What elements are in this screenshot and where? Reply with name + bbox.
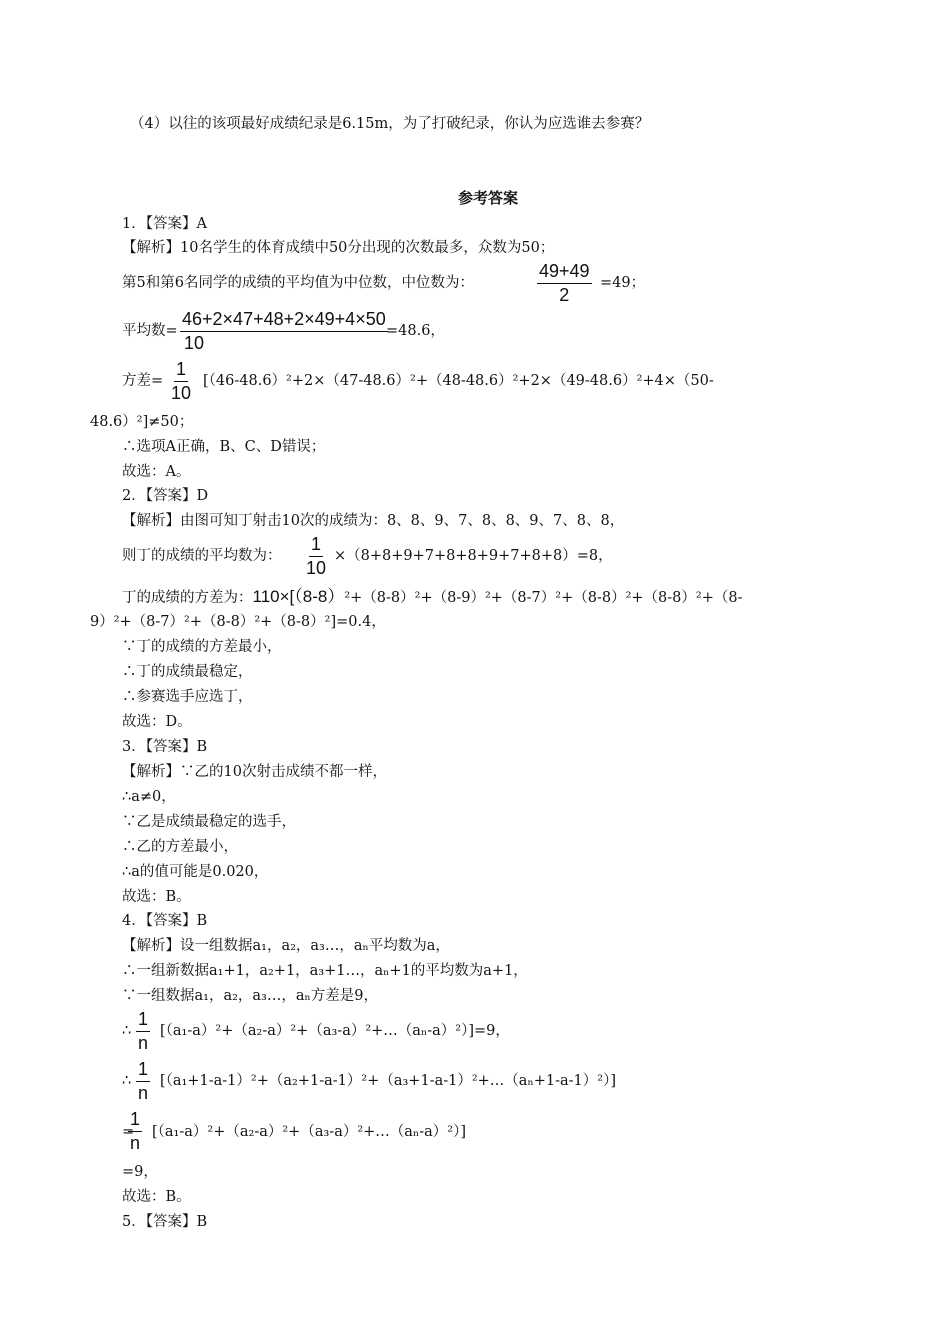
fraction-numerator: 1 [136,1010,150,1032]
fraction [136,1060,150,1103]
answer-4-line: ∴ [122,1073,132,1089]
section-title: 参考答案 [458,189,519,207]
answer-4-line: ∵一组数据a₁，a₂，a₃…，aₙ方差是9， [122,988,379,1004]
fraction-numerator: 1 [128,1110,142,1132]
fraction [537,262,592,305]
answer-1-line: 第5和第6名同学的成绩的平均值为中位数，中位数为： [122,275,474,291]
answer-1-line: 方差= [122,373,164,389]
answer-4-header: 4．【答案】B [122,913,208,929]
answer-4-line: 故选：B。 [122,1189,191,1205]
fraction-denominator: 2 [559,285,570,305]
fraction-numerator: 46+2×47+48+2×49+4×50 [180,310,388,332]
fraction [306,535,326,578]
answer-2-header: 2．【答案】D [122,488,209,504]
answer-1-line: =48.6， [386,323,445,339]
fraction-numerator: 1 [174,360,188,382]
answer-3-line: ∴乙的方差最小， [122,839,238,855]
answer-1-line: [（46-48.6）²+2×（47-48.6）²+（48-48.6）²+2×（49-48.6）²+4×（50- [203,373,714,389]
answer-2-formula: 110×[（8-8） [252,587,345,606]
answer-1-line: ∴选项A正确，B、C、D错误； [122,439,326,455]
answer-2-line: 9）²+（8-7）²+（8-8）²+（8-8）²]=0.4， [90,614,386,630]
answer-2-line [122,587,742,608]
fraction-numerator: 1 [309,535,323,557]
answer-1-line: =49； [600,275,646,291]
answer-1-line: 平均数= [122,323,178,339]
answer-3-line: ∴a的值可能是0.020， [122,864,269,880]
answer-2-line: ∴丁的成绩最稳定， [122,664,253,680]
answer-4-line: ∴ [122,1023,132,1039]
answer-5-header: 5．【答案】B [122,1214,208,1230]
answer-2-line: 则丁的成绩的平均数为： [122,548,282,564]
fraction [171,360,191,403]
fraction-numerator: 1 [136,1060,150,1082]
answer-3-line: 【解析】∵乙的10次射击成绩不都一样， [122,764,387,780]
answer-1-header: 1．【答案】A [122,216,207,232]
fraction [128,1110,142,1153]
fraction [180,310,388,353]
answer-4-line: [（a₁-a）²+（a₂-a）²+（a₃-a）²+…（aₙ-a）²）]=9， [160,1023,510,1039]
fraction-denominator: n [130,1133,141,1153]
fraction-denominator: n [138,1083,149,1103]
answer-4-line: ∴一组新数据a₁+1，a₂+1，a₃+1…，aₙ+1的平均数为a+1， [122,963,528,979]
question-4: （4）以往的该项最好成绩纪录是6.15m，为了打破纪录，你认为应选谁去参赛？ [130,116,650,132]
answer-4-line: = [122,1124,135,1140]
answer-2-line: 故选：D。 [122,714,192,730]
answer-4-line: [（a₁+1-a-1）²+（a₂+1-a-1）²+（a₃+1-a-1）²+…（aₙ+1-a-1）²）] [160,1073,616,1089]
fraction-denominator: 10 [184,333,205,353]
fraction-denominator: 10 [306,558,327,578]
fraction [136,1010,150,1053]
answer-2-line: ∴参赛选手应选丁， [122,689,253,705]
answer-2-line: ∵丁的成绩的方差最小， [122,639,282,655]
answer-2-text: ²+（8-8）²+（8-9）²+（8-7）²+（8-8）²+（8-8）²+（8- [344,590,743,606]
answer-1-line: 48.6）²]≠50； [90,414,194,430]
answer-3-line: ∵乙是成绩最稳定的选手， [122,814,296,830]
answer-2-line: 【解析】由图可知丁射击10次的成绩为：8、8、9、7、8、8、9、7、8、8， [122,513,625,529]
answer-2-line: ×（8+8+9+7+8+8+9+7+8+8）=8， [334,548,613,564]
answer-1-line: 【解析】10名学生的体育成绩中50分出现的次数最多，众数为50； [122,240,555,256]
answer-3-header: 3．【答案】B [122,739,208,755]
answer-1-line: 故选：A。 [122,464,191,480]
fraction-denominator: n [138,1033,149,1053]
answer-3-line: ∴a≠0， [122,789,176,805]
answer-3-line: 故选：B。 [122,889,191,905]
answer-4-line: [（a₁-a）²+（a₂-a）²+（a₃-a）²+…（aₙ-a）²）] [152,1124,466,1140]
answer-4-line: =9， [122,1164,158,1180]
fraction-numerator: 49+49 [537,262,592,284]
answer-2-text: 丁的成绩的方差为： [122,590,253,606]
fraction-denominator: 10 [171,383,192,403]
answer-4-line: 【解析】设一组数据a₁，a₂，a₃…，aₙ平均数为a， [122,938,450,954]
